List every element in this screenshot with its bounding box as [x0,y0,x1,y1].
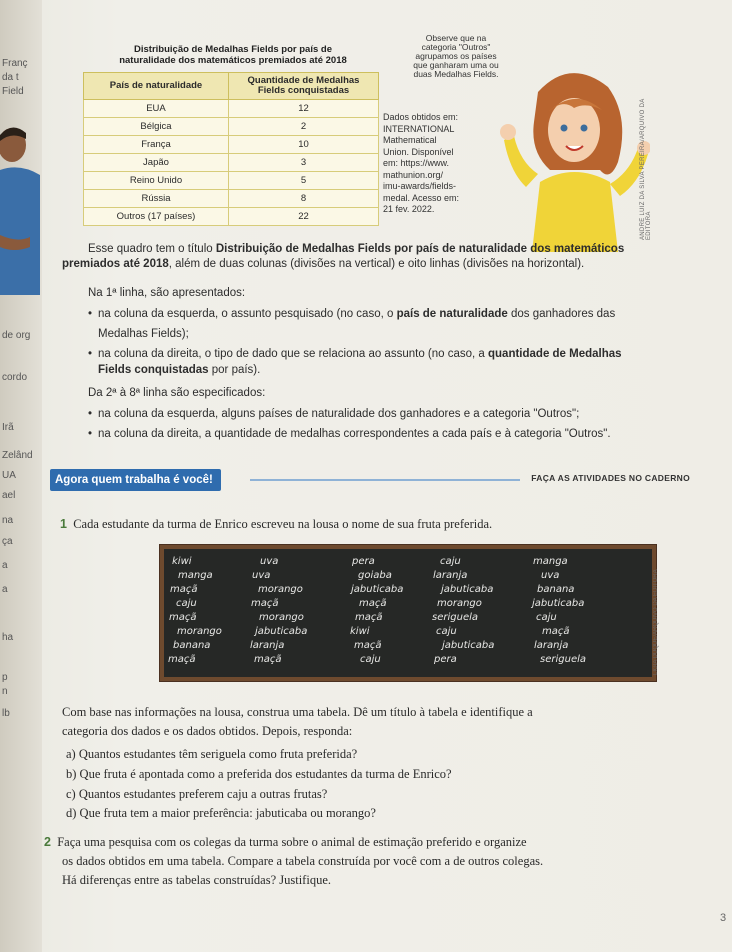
table-row [84,190,379,208]
question-1-instruction-line2: categoria dos dados e os dados obtidos. Depois, responda: [62,724,353,738]
b2-bold-cont: Fields conquistadas [98,364,209,376]
table-row [84,154,379,172]
gutter-fragment: Franç [2,58,28,69]
chalk-word: maçã [542,626,570,637]
question-1-item-a: a) Quantos estudantes têm seriguela como fruta preferida? [66,747,358,761]
activities-banner [50,467,690,493]
question-1 [60,516,690,532]
chalk-word: maçã [355,612,383,623]
table-row [84,100,379,118]
table-row [84,208,379,226]
gutter-fragment: ael [2,490,16,501]
p1-bold: Distribuição de Medalhas Fields por país de naturalidade dos matemáticos [215,243,625,255]
source-line: mathunion.org/ [383,169,444,180]
header-medals-line1: Quantidade de Medalhas [247,75,360,86]
question-2-line1: Faça uma pesquisa com os colegas da turma sobre o animal de estimação preferido e organize [57,835,527,849]
chalkboard [160,545,656,681]
cell-country: Reino Unido [84,172,229,190]
chalk-word: caju [536,612,557,623]
b1-text2: dos ganhadores das [507,308,616,320]
bullet-2 [98,347,698,362]
gutter-fragment: p [2,672,8,683]
chalk-word: maçã [170,584,198,595]
b2-text: na coluna da direita, o tipo de dado que se relaciona ao assunto (no caso, a [98,348,488,360]
medals-table-block [83,44,383,226]
cell-country: Rússia [84,190,229,208]
chalk-word: caju [176,598,197,609]
b1-text: na coluna da esquerda, o assunto pesquisado (no caso, o [98,308,397,320]
chalk-word: manga [178,570,213,581]
note-line: duas Medalhas Fields. [413,69,499,79]
chalk-word: seriguela [432,612,478,623]
chalk-word: morango [437,598,482,609]
gutter-fragment: ça [2,536,13,547]
question-1-item-d: d) Que fruta tem a maior preferência: jabuticaba ou morango? [66,806,376,820]
chalk-word: uva [541,570,560,581]
p1-bold-cont: premiados até 2018 [62,258,169,270]
chalk-word: maçã [168,654,196,665]
chalk-word: seriguela [540,654,586,665]
question-1-number: 1 [60,517,67,531]
p1-text: Esse quadro tem o título [88,243,216,255]
source-line: INTERNATIONAL [383,123,455,134]
cell-country: EUA [84,100,229,118]
question-2-line3: Há diferenças entre as tabelas construídas? Justifique. [62,873,331,887]
banner-instruction: FAÇA AS ATIVIDADES NO CADERNO [531,473,690,483]
girl-illustration [490,62,650,252]
chalk-word: jabuticaba [351,584,404,595]
chalk-word: caju [360,654,381,665]
data-source-note [383,112,503,216]
chalk-word: pera [352,556,375,567]
question-1-item-c: c) Quantos estudantes preferem caju a outras frutas? [66,787,328,801]
chalk-word: jabuticaba [532,598,585,609]
chalk-word: maçã [354,640,382,651]
bullet-1 [98,307,698,322]
chalk-word: jabuticaba [442,640,495,651]
gutter-fragment: UA [2,470,16,481]
chalk-word: maçã [251,598,279,609]
cell-country: Japão [84,154,229,172]
chalk-word: maçã [254,654,282,665]
intro-paragraph-1 [88,242,688,257]
gutter-fragment: Irã [2,422,14,433]
chalk-word: kiwi [172,556,192,567]
gutter-fragment: Zelând [2,450,33,461]
table-row [84,136,379,154]
medals-table [83,72,379,226]
chalk-word: laranja [433,570,468,581]
chalk-word: kiwi [350,626,370,637]
gutter-fragment: cordo [2,372,28,383]
table-header-medals [229,73,379,100]
chalk-word: morango [258,584,303,595]
bullet-4: • na coluna da direita, a quantidade de medalhas correspondentes a cada país e à categoria "Outros". [98,427,698,442]
note-line: categoria "Outros" [421,42,491,52]
question-1-instruction-line1: Com base nas informações na lousa, construa uma tabela. Dê um título à tabela e identifique a [62,705,533,719]
page-number-fragment: 3 [720,912,727,924]
note-line: agrupamos os países [415,51,497,61]
note-line: Observe que na [425,33,487,43]
chalk-word: maçã [169,612,197,623]
chalk-word: caju [440,556,461,567]
table-title-line2: naturalidade dos matemáticos premiados até 2018 [119,55,347,66]
chalk-word: uva [260,556,279,567]
table-row [84,172,379,190]
gutter-fragment: Field [2,86,24,97]
intro-paragraph-3: Da 2ª à 8ª linha são especificados: [88,387,266,399]
chalk-word: morango [259,612,304,623]
gutter-fragment: n [2,686,8,697]
table-row [84,118,379,136]
gutter-fragment: a [2,560,8,571]
chalk-word: manga [533,556,568,567]
left-page-person-illustration [0,125,40,295]
gutter-fragment: de org [2,330,31,341]
table-title-line1: Distribuição de Medalhas Fields por país de [134,44,332,55]
intro-paragraph-2: Na 1ª linha, são apresentados: [88,287,246,299]
chalk-word: jabuticaba [255,626,308,637]
question-2-number: 2 [44,835,51,849]
gutter-fragment: ha [2,632,14,643]
illustration-credit: ANDRÉ LUIZ DA SILVA PEREIRA/ARQUIVO DA EDITORA [640,98,652,240]
b2-bold: quantidade de Medalhas [488,348,622,360]
question-1-text: Cada estudante da turma de Enrico escreveu na lousa o nome de sua fruta preferida. [73,517,493,531]
bullet-2-cont [98,363,260,378]
source-line: Mathematical [383,135,437,145]
intro-paragraph-1-cont [62,257,702,272]
gutter-fragment: a [2,584,8,595]
question-2 [44,834,714,850]
cell-medals: 2 [229,118,379,136]
source-line: medal. Acesso em: [383,192,460,203]
source-line: Union. Disponível [383,146,454,157]
b1-bold: país de naturalidade [396,308,508,320]
chalk-word: pera [434,654,457,665]
question-1-item-b: b) Que fruta é apontada como a preferida dos estudantes da turma de Enrico? [66,767,452,781]
chalk-word: maçã [359,598,387,609]
source-line: 21 fev. 2022. [383,204,435,214]
cell-country: França [84,136,229,154]
p1-text-cont: , além de duas colunas (divisões na vertical) e oito linhas (divisões na horizontal). [168,258,585,270]
chalkboard-credit: LIGIA DUQUE/ARQUIVO DA EDITORA [653,569,659,675]
bullet-3: • na coluna da esquerda, alguns países de naturalidade dos ganhadores e a categoria "Outros"; [98,407,698,422]
table-header-country: País de naturalidade [84,73,229,100]
banner-divider [250,479,520,481]
chalk-word: laranja [250,640,285,651]
gutter-fragment: da t [2,72,19,83]
chalk-word: banana [173,640,211,651]
cell-country: Bélgica [84,118,229,136]
chalk-word: jabuticaba [441,584,494,595]
gutter-fragment: na [2,515,14,526]
chalk-word: banana [537,584,575,595]
cell-medals: 3 [229,154,379,172]
b2-text-cont: por país). [208,364,261,376]
question-2-line2: os dados obtidos em uma tabela. Compare a tabela construída por você com a de outros colegas. [62,854,544,868]
source-line: Dados obtidos em: [383,112,459,122]
chalk-word: goiaba [358,570,392,581]
source-line: em: https://www. [383,158,450,168]
source-line: imu-awards/fields- [383,181,457,191]
chalk-word: uva [252,570,271,581]
bullet-1-cont: Medalhas Fields); [98,328,189,340]
cell-country: Outros (17 países) [84,208,229,226]
chalk-word: laranja [534,640,569,651]
cell-medals: 12 [229,100,379,118]
chalk-word: morango [177,626,222,637]
banner-label: Agora quem trabalha é você! [50,469,221,491]
cell-medals: 10 [229,136,379,154]
gutter-fragment: lb [2,708,10,719]
cell-medals: 8 [229,190,379,208]
cell-medals: 5 [229,172,379,190]
chalk-word: caju [436,626,457,637]
header-medals-line2: Fields conquistadas [257,85,350,96]
cell-medals: 22 [229,208,379,226]
note-line: que ganharam uma ou [413,60,499,70]
